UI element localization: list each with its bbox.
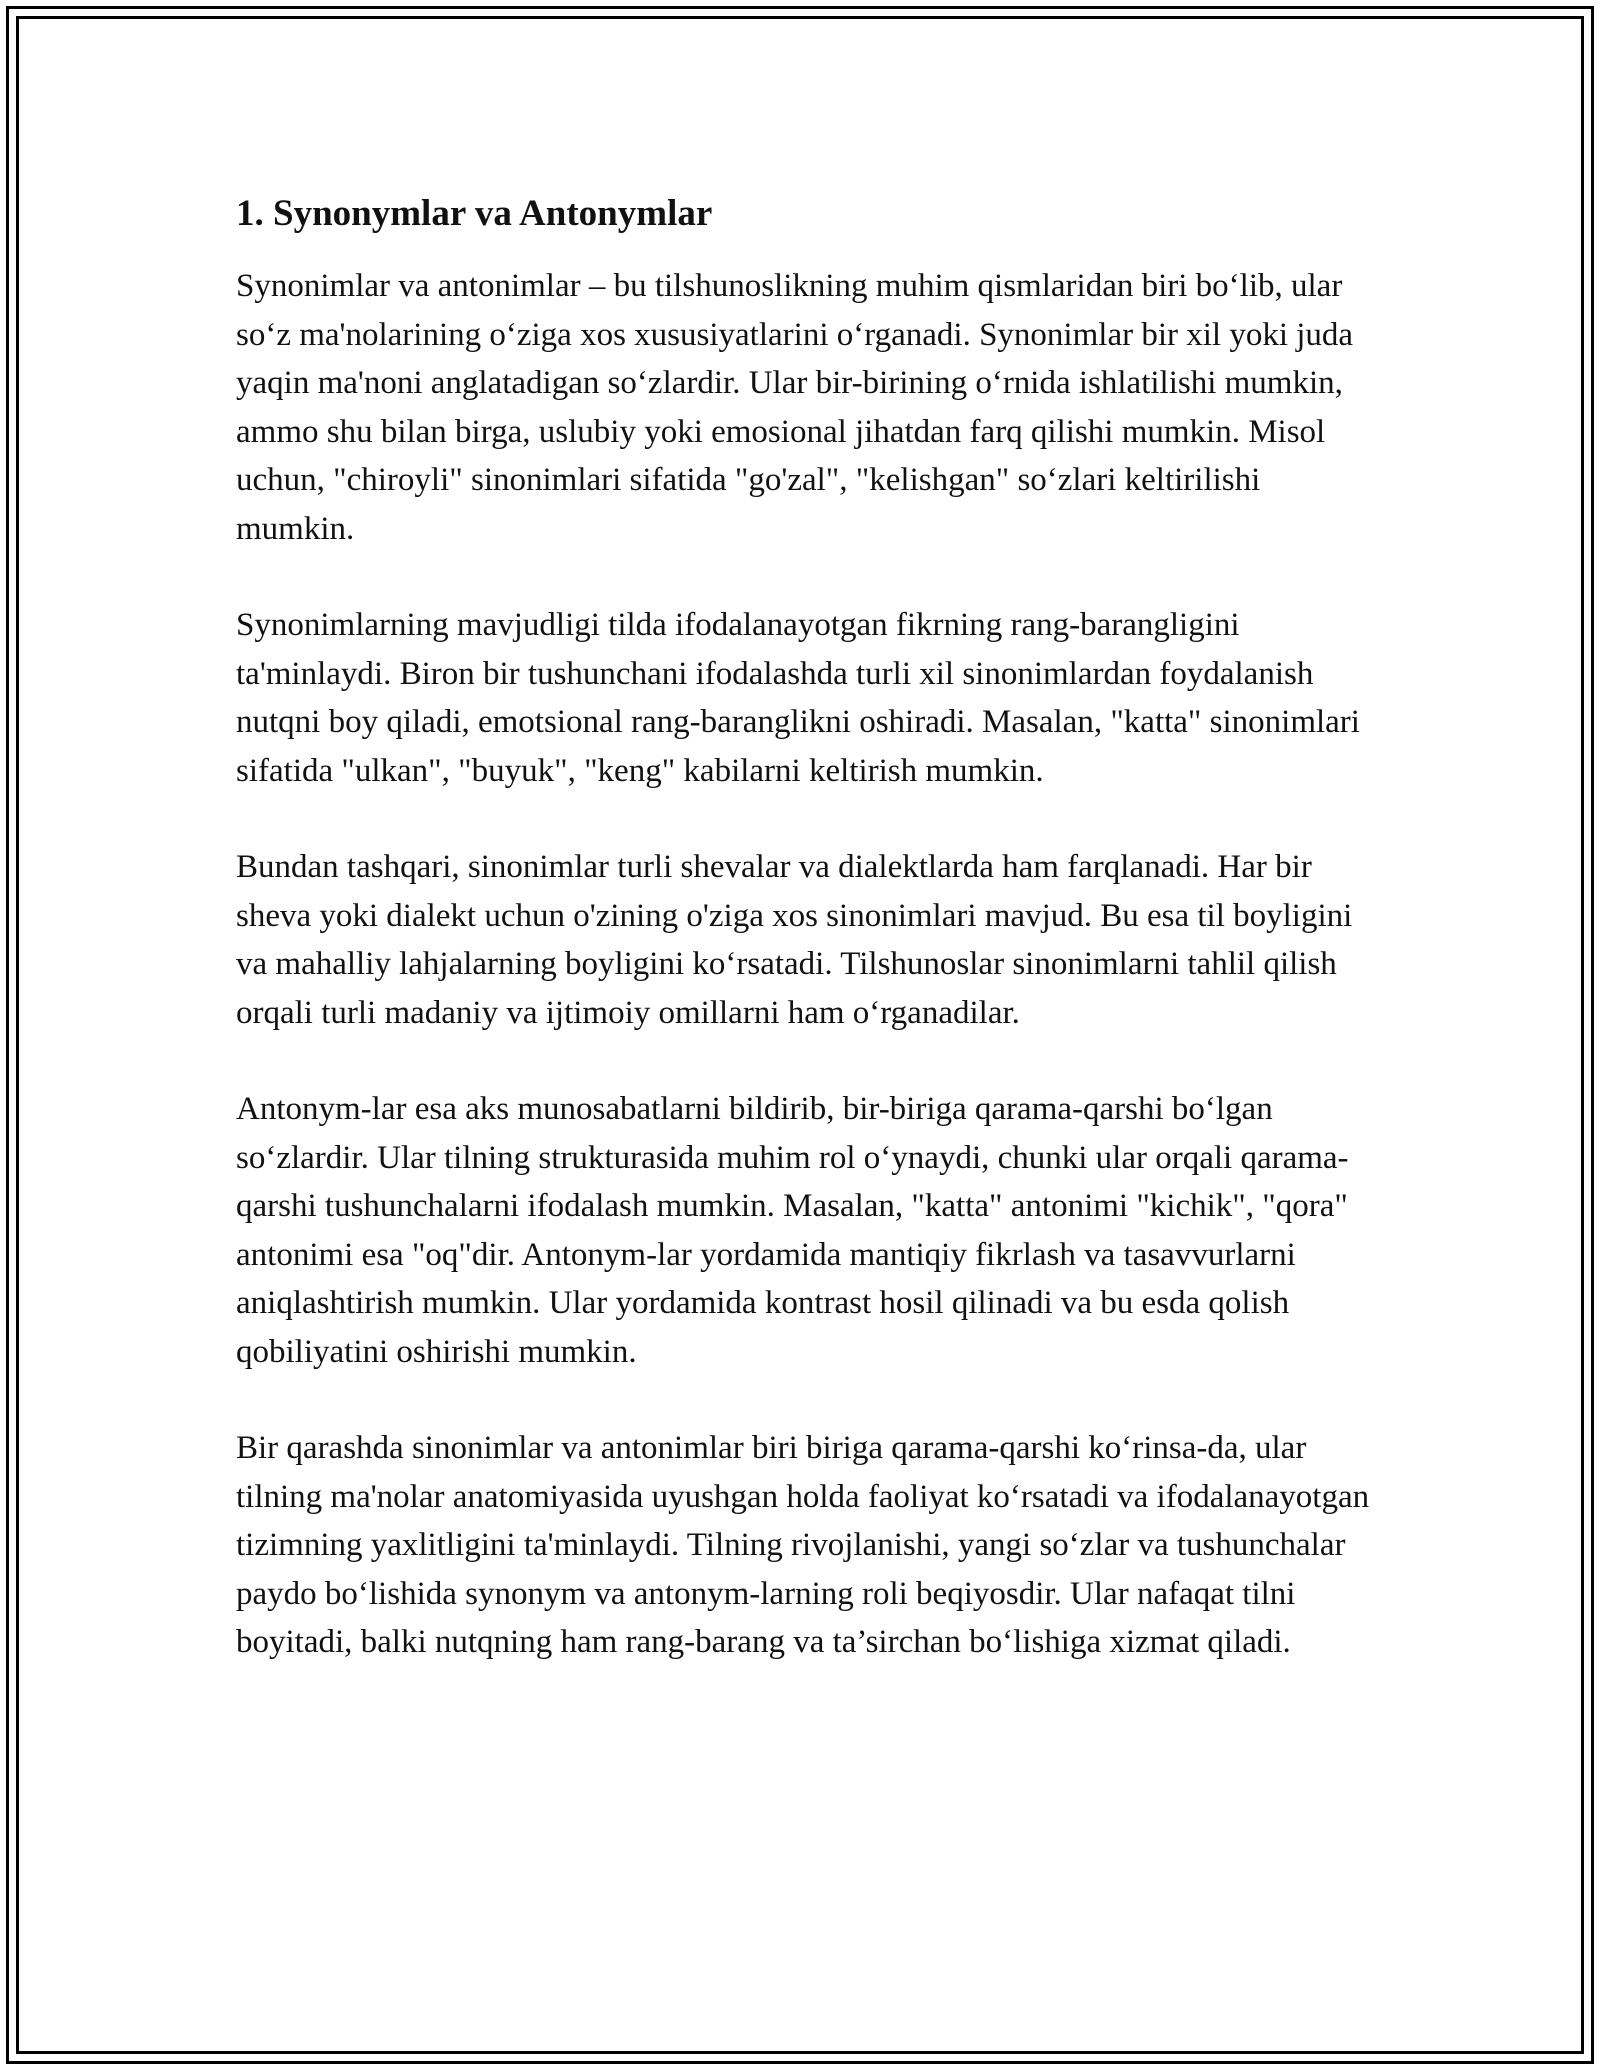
paragraph-3: Bundan tashqari, sinonimlar turli shevalar va dialektlarda ham farqlanadi. Har bir sheva yoki dialekt uchun o'zining o'ziga xos sinonimlari mavjud. Bu esa til boyligini va mahalliy lahjalarning boyligini ko‘rsatadi. Tilshunoslar sinonimlarni tahlil qilish orqali turli madaniy va ijtimoiy omillarni ham o‘rganadilar. bbox=[236, 849, 1353, 1031]
paragraph-4: Antonym-lar esa aks munosabatlarni bildirib, bir-biriga qarama-qarshi bo‘lgan so‘zlardir. Ular tilning strukturasida muhim rol o‘ynaydi, chunki ular orqali qarama-qarshi tushunchalarni ifodalash mumkin. Masalan, "katta" antonimi "kichik", "qora" antonimi esa "oq"dir. Antonym-lar yordamida mantiqiy fikrlash va tasavvurlarni aniqlashtirish mumkin. Ular yordamida kontrast hosil qilinadi va bu esda qolish qobiliyatini oshirishi mumkin. bbox=[236, 1091, 1349, 1370]
document-body bbox=[236, 188, 1376, 1667]
paragraph-1: Synonimlar va antonimlar – bu tilshunoslikning muhim qismlaridan biri bo‘lib, ular so‘z ma'nolarining o‘ziga xos xususiyatlarini o‘rganadi. Synonimlar bir xil yoki juda yaqin ma'noni anglatadigan so‘zlardir. Ular bir-birining o‘rnida ishlatilishi mumkin, ammo shu bilan birga, uslubiy yoki emosional jihatdan farq qilishi mumkin. Misol uchun, "chiroyli" sinonimlari sifatida "go'zal", "kelishgan" so‘zlari keltirilishi mumkin. bbox=[236, 268, 1354, 547]
paragraph-5: Bir qarashda sinonimlar va antonimlar biri biriga qarama-qarshi ko‘rinsa-da, ular tilning ma'nolar anatomiyasida uyushgan holda faoliyat ko‘rsatadi va ifodalanayotgan tizimning yaxlitligini ta'minlaydi. Tilning rivojlanishi, yangi so‘zlar va tushunchalar paydo bo‘lishida synonym va antonym-larning roli beqiyosdir. Ular nafaqat tilni boyitadi, balki nutqning ham rang-barang va ta’sirchan bo‘lishiga xizmat qiladi. bbox=[236, 1430, 1370, 1660]
paragraph-2: Synonimlarning mavjudligi tilda ifodalanayotgan fikrning rang-barangligini ta'minlaydi. Biron bir tushunchani ifodalashda turli xil sinonimlardan foydalanish nutqni boy qiladi, emotsional rang-baranglikni oshiradi. Masalan, "katta" sinonimlari sifatida "ulkan", "buyuk", "keng" kabilarni keltirish mumkin. bbox=[236, 607, 1360, 789]
section-heading: 1. Synonymlar va Antonymlar bbox=[236, 193, 713, 234]
